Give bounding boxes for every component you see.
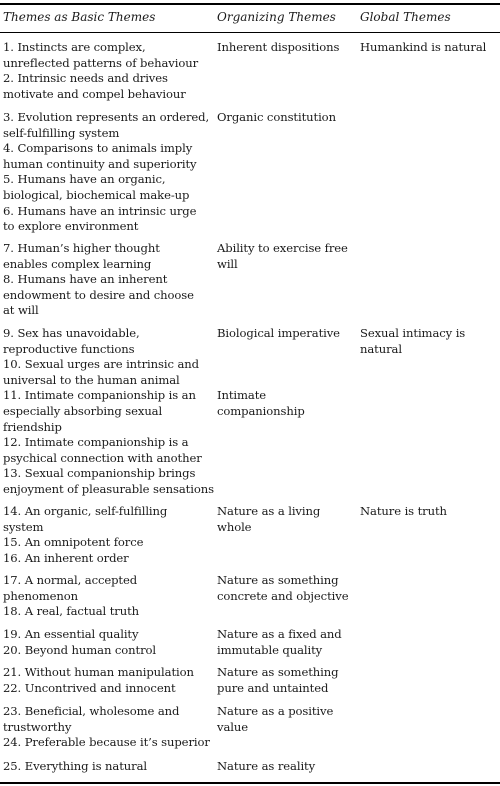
cell-text-line: 6. Humans have an intrinsic urge (3, 203, 197, 218)
table-cell-col1 (3, 704, 215, 751)
header-global-themes: Global Themes (360, 10, 451, 24)
cell-text-line: whole (217, 519, 252, 534)
cell-text-line: reproductive functions (3, 341, 135, 356)
table-cell-col1 (3, 573, 215, 620)
cell-text-line: 12. Intimate companionship is a (3, 435, 189, 450)
cell-text-line: Intimate (217, 388, 267, 402)
table-cell-col3 (360, 40, 498, 56)
cell-text-line: companionship (217, 403, 305, 418)
cell-text-line: motivate and compel behaviour (3, 86, 186, 101)
cell-text-line: 4. Comparisons to animals imply (3, 141, 193, 156)
cell-text-line: system (3, 519, 44, 534)
cell-text-line: enjoyment of pleasurable sensations (3, 481, 214, 496)
cell-text-line: 10. Sexual urges are intrinsic and (3, 357, 199, 372)
cell-text-line: friendship (3, 419, 62, 434)
table-cell-col3 (360, 326, 498, 357)
table-cell-col1 (3, 326, 215, 498)
cell-text-line: psychical connection with another (3, 450, 202, 465)
cell-text-line: value (217, 719, 248, 734)
cell-text-line: Nature as something (217, 573, 339, 587)
cell-text-line: 9. Sex has unavoidable, (3, 326, 140, 340)
cell-text-line: 8. Humans have an inherent (3, 272, 168, 287)
table-cell-col1 (3, 665, 215, 696)
table-cell-col2 (217, 665, 357, 696)
cell-text-line: Nature is truth (360, 504, 447, 518)
cell-text-line: Organic constitution (217, 110, 336, 124)
cell-text-line: 23. Beneficial, wholesome and (3, 704, 180, 718)
cell-text-line: 2. Intrinsic needs and drives (3, 71, 168, 86)
table-cell-col2 (217, 759, 357, 775)
cell-text-line: 15. An omnipotent force (3, 535, 144, 550)
header-rule (0, 32, 500, 33)
cell-text-line: 7. Human’s higher thought (3, 241, 160, 255)
table-top-rule (0, 3, 500, 5)
cell-text-line: trustworthy (3, 719, 72, 734)
cell-text-line: to explore environment (3, 219, 139, 234)
cell-text-line: especially absorbing sexual (3, 403, 163, 418)
cell-text-line: self-fulfilling system (3, 125, 120, 140)
cell-text-line: Nature as reality (217, 759, 316, 773)
table-cell-col2 (217, 504, 357, 535)
cell-text-line: 22. Uncontrived and innocent (3, 680, 176, 695)
cell-text-line: Ability to exercise free (217, 241, 348, 255)
table-cell-col1 (3, 759, 215, 775)
cell-text-line: Nature as a positive (217, 704, 334, 718)
cell-text-line: Humankind is natural (360, 40, 487, 54)
cell-text-line: 18. A real, factual truth (3, 604, 139, 619)
table-cell-col2 (217, 40, 357, 56)
cell-text-line: 14. An organic, self-fulfilling (3, 504, 168, 518)
cell-text-line: 13. Sexual companionship brings (3, 466, 196, 481)
table-cell-col2 (217, 326, 357, 342)
cell-text-line: 5. Humans have an organic, (3, 172, 166, 187)
cell-text-line: immutable quality (217, 642, 323, 657)
cell-text-line: Inherent dispositions (217, 40, 340, 54)
cell-text-line: concrete and objective (217, 588, 349, 603)
cell-text-line: 17. A normal, accepted (3, 573, 138, 587)
cell-text-line: Nature as a living (217, 504, 321, 518)
cell-text-line: 1. Instincts are complex, (3, 40, 146, 54)
cell-text-line: Sexual intimacy is (360, 326, 466, 340)
table-cell-col2 (217, 627, 357, 658)
cell-text-line: natural (360, 341, 402, 356)
cell-text-line: biological, biochemical make-up (3, 187, 190, 202)
cell-text-line: at will (3, 303, 39, 318)
cell-text-line: universal to the human animal (3, 372, 180, 387)
table-cell-col2 (217, 241, 357, 272)
cell-text-line: unreflected patterns of behaviour (3, 55, 199, 70)
cell-text-line: 11. Intimate companionship is an (3, 388, 196, 403)
cell-text-line: 25. Everything is natural (3, 759, 148, 773)
cell-text-line: 24. Preferable because it’s superior (3, 735, 210, 750)
table-cell-col1 (3, 40, 215, 102)
table-cell-col1 (3, 627, 215, 658)
table-cell-col1 (3, 110, 215, 235)
cell-text-line: endowment to desire and choose (3, 287, 194, 302)
cell-text-line: 19. An essential quality (3, 627, 139, 641)
table-cell-col2 (217, 704, 357, 735)
cell-text-line: will (217, 256, 238, 271)
table-cell-col2 (217, 573, 357, 604)
table-cell-col1 (3, 504, 215, 566)
table-cell-col2 (217, 110, 357, 126)
cell-text-line: Nature as something (217, 665, 339, 679)
cell-text-line: Biological imperative (217, 326, 340, 340)
cell-text-line: 3. Evolution represents an ordered, (3, 110, 210, 124)
header-organizing-themes: Organizing Themes (217, 10, 336, 24)
cell-text-line: 20. Beyond human control (3, 642, 157, 657)
cell-text-line: pure and untainted (217, 680, 329, 695)
table-cell-col2 (217, 388, 357, 419)
table-bottom-rule (0, 782, 500, 784)
header-basic-themes: Themes as Basic Themes (3, 10, 156, 24)
cell-text-line: 21. Without human manipulation (3, 665, 194, 679)
cell-text-line: human continuity and superiority (3, 156, 197, 171)
cell-text-line: phenomenon (3, 588, 78, 603)
cell-text-line: Nature as a fixed and (217, 627, 342, 641)
table-cell-col1 (3, 241, 215, 319)
table-cell-col3 (360, 504, 498, 520)
cell-text-line: 16. An inherent order (3, 550, 129, 565)
cell-text-line: enables complex learning (3, 256, 152, 271)
